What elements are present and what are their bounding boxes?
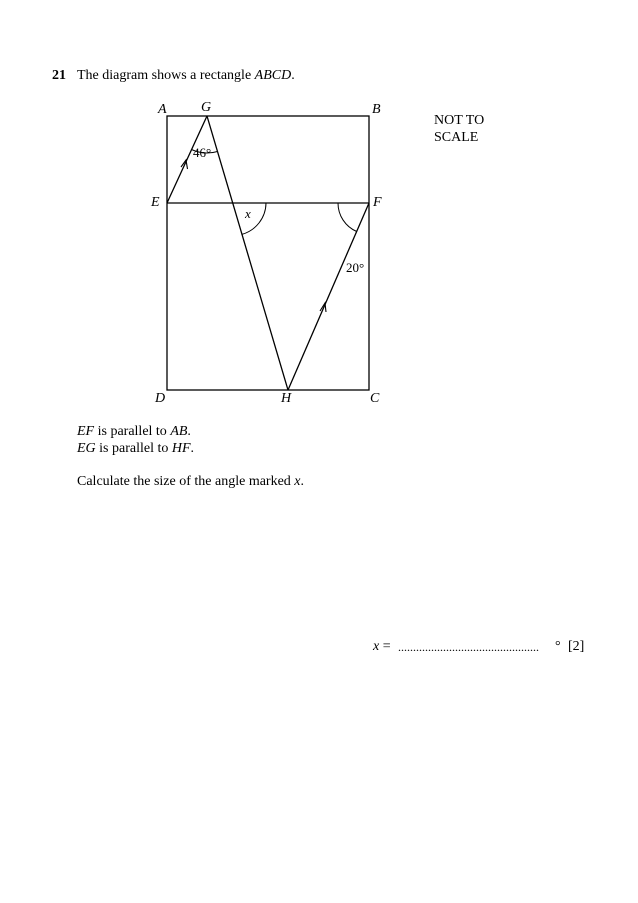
angle-label-x: x [245, 206, 251, 221]
angle-arc-f [338, 203, 357, 232]
statement-1-line-b: AB [170, 424, 188, 439]
intro-rectangle-name: ABCD [254, 68, 292, 83]
answer-label [373, 639, 391, 655]
not-to-scale-line-1: NOT TO [434, 113, 485, 128]
instruction-prefix: Calculate the size of the angle marked [77, 474, 295, 489]
instruction-variable: x [294, 474, 301, 489]
statement-1-mid: is parallel to [94, 424, 171, 439]
statement-ef-parallel [77, 423, 191, 440]
vertex-label-b: B [372, 102, 381, 117]
intro-suffix: . [291, 68, 295, 83]
statement-1-line-a: EF [77, 424, 95, 439]
vertex-label-e: E [151, 195, 160, 210]
not-to-scale-line-2: SCALE [434, 130, 479, 145]
statement-1-end: . [187, 424, 191, 439]
statement-2-mid: is parallel to [95, 441, 172, 456]
instruction-suffix: . [300, 474, 305, 489]
angle-label-46: 46° [193, 145, 212, 160]
question-number: 21 [52, 68, 66, 83]
angle-label-20: 20° [346, 260, 365, 275]
statement-eg-parallel [77, 440, 194, 457]
statement-2-line-b: HF [171, 441, 191, 456]
statement-2-line-a: EG [77, 441, 96, 456]
geometry-diagram [0, 0, 638, 420]
answer-variable: x [373, 639, 380, 654]
statement-2-end: . [190, 441, 195, 456]
marks-allocation: [2] [568, 639, 585, 654]
vertex-label-f: F [373, 195, 382, 210]
answer-space[interactable]: ............................................... [398, 640, 539, 654]
vertex-label-c: C [370, 391, 380, 406]
degree-symbol: ° [555, 639, 561, 654]
vertex-label-d: D [155, 391, 166, 406]
intro-prefix: The diagram shows a rectangle [77, 68, 255, 83]
line-gh [207, 116, 288, 390]
vertex-label-g: G [201, 100, 212, 115]
instruction [77, 473, 304, 490]
vertex-label-h: H [281, 391, 292, 406]
answer-equals: = [379, 639, 391, 654]
vertex-label-a: A [158, 102, 167, 117]
